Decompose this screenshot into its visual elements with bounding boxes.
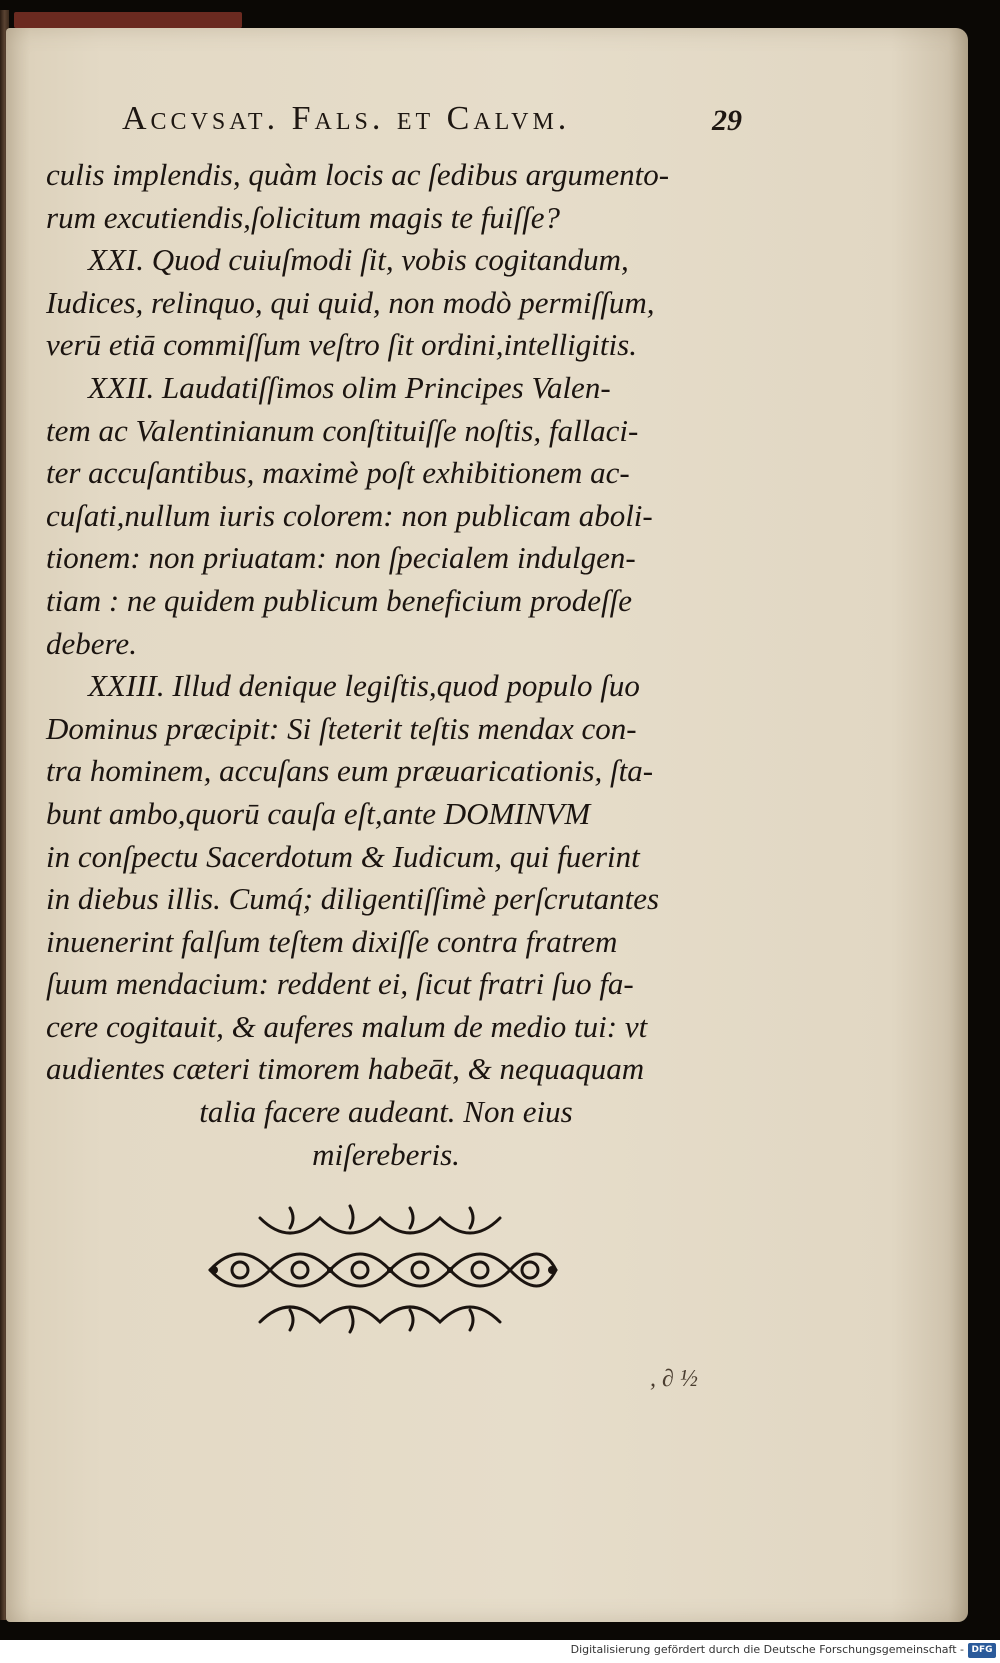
- text-line: audientes cæteri timorem habeāt, & nequaquam: [46, 1051, 645, 1087]
- text-line: Dominus præcipit: Si ſteterit teſtis mendax con-: [46, 710, 637, 746]
- text-line: tionem: non priuatam: non ſpecialem indulgen-: [46, 540, 636, 576]
- text-line: XXII. Laudatiſſimos olim Principes Valen-: [88, 369, 611, 405]
- text-line: XXIII. Illud denique legiſtis,quod populo ſuo: [88, 668, 640, 704]
- text-line: ter accuſantibus, maximè poſt exhibitionem ac-: [46, 455, 630, 491]
- funding-note: Digitalisierung gefördert durch die Deutsche Forschungsgemeinschaft -: [570, 1643, 964, 1656]
- text-line: in diebus illis. Cumq́; diligentiſſimè perſcrutantes: [46, 881, 660, 917]
- text-line: inuenerint falſum teſtem dixiſſe contra fratrem: [46, 923, 618, 959]
- text-line: tra hominem, accuſans eum præuaricationis, ſta-: [46, 753, 654, 789]
- text-line: tem ac Valentinianum conſtituiſſe noſtis, fallaci-: [46, 412, 639, 448]
- text-line: bunt ambo,quorū cauſa eſt,ante DOMINVM: [46, 795, 591, 831]
- text-line: talia facere audeant. Non eius: [199, 1094, 573, 1130]
- text-line: debere.: [46, 625, 137, 661]
- typographic-ornament-icon: [200, 1198, 566, 1340]
- running-title: Accvsat. Fals. et Calvm.: [122, 100, 571, 137]
- digitization-footer: [0, 1640, 1000, 1663]
- text-line: ſuum mendacium: reddent ei, ſicut fratri ſuo fa-: [46, 966, 634, 1002]
- text-line: culis implendis, quàm locis ac ſedibus argumento-: [46, 157, 670, 192]
- text-line: cuſati,nullum iuris colorem: non publicam aboli-: [46, 497, 653, 533]
- page-body: [46, 154, 726, 1176]
- page-number: 29: [712, 104, 742, 137]
- text-line: in conſpectu Sacerdotum & Iudicum, qui fuerint: [46, 838, 640, 874]
- text-line: verū etiā commiſſum veſtro ſit ordini,intelligitis.: [46, 327, 637, 363]
- page-header: [122, 100, 742, 146]
- dfg-logo[interactable]: DFG: [968, 1643, 996, 1658]
- text-line: cere cogitauit, & auferes malum de medio tui: vt: [46, 1008, 648, 1044]
- text-line: Iudices, relinquo, qui quid, non modò permiſſum,: [46, 284, 655, 320]
- text-line: XXI. Quod cuiuſmodi ſit, vobis cogitandum,: [88, 242, 629, 278]
- binding-mark: [14, 12, 242, 28]
- text-line: tiam : ne quidem publicum beneficium prodeſſe: [46, 582, 632, 618]
- marginal-mark: , ∂ ½: [650, 1366, 698, 1392]
- text-line: rum excutiendis,ſolicitum magis te fuiſſe?: [46, 199, 560, 235]
- text-line: miſereberis.: [312, 1136, 460, 1172]
